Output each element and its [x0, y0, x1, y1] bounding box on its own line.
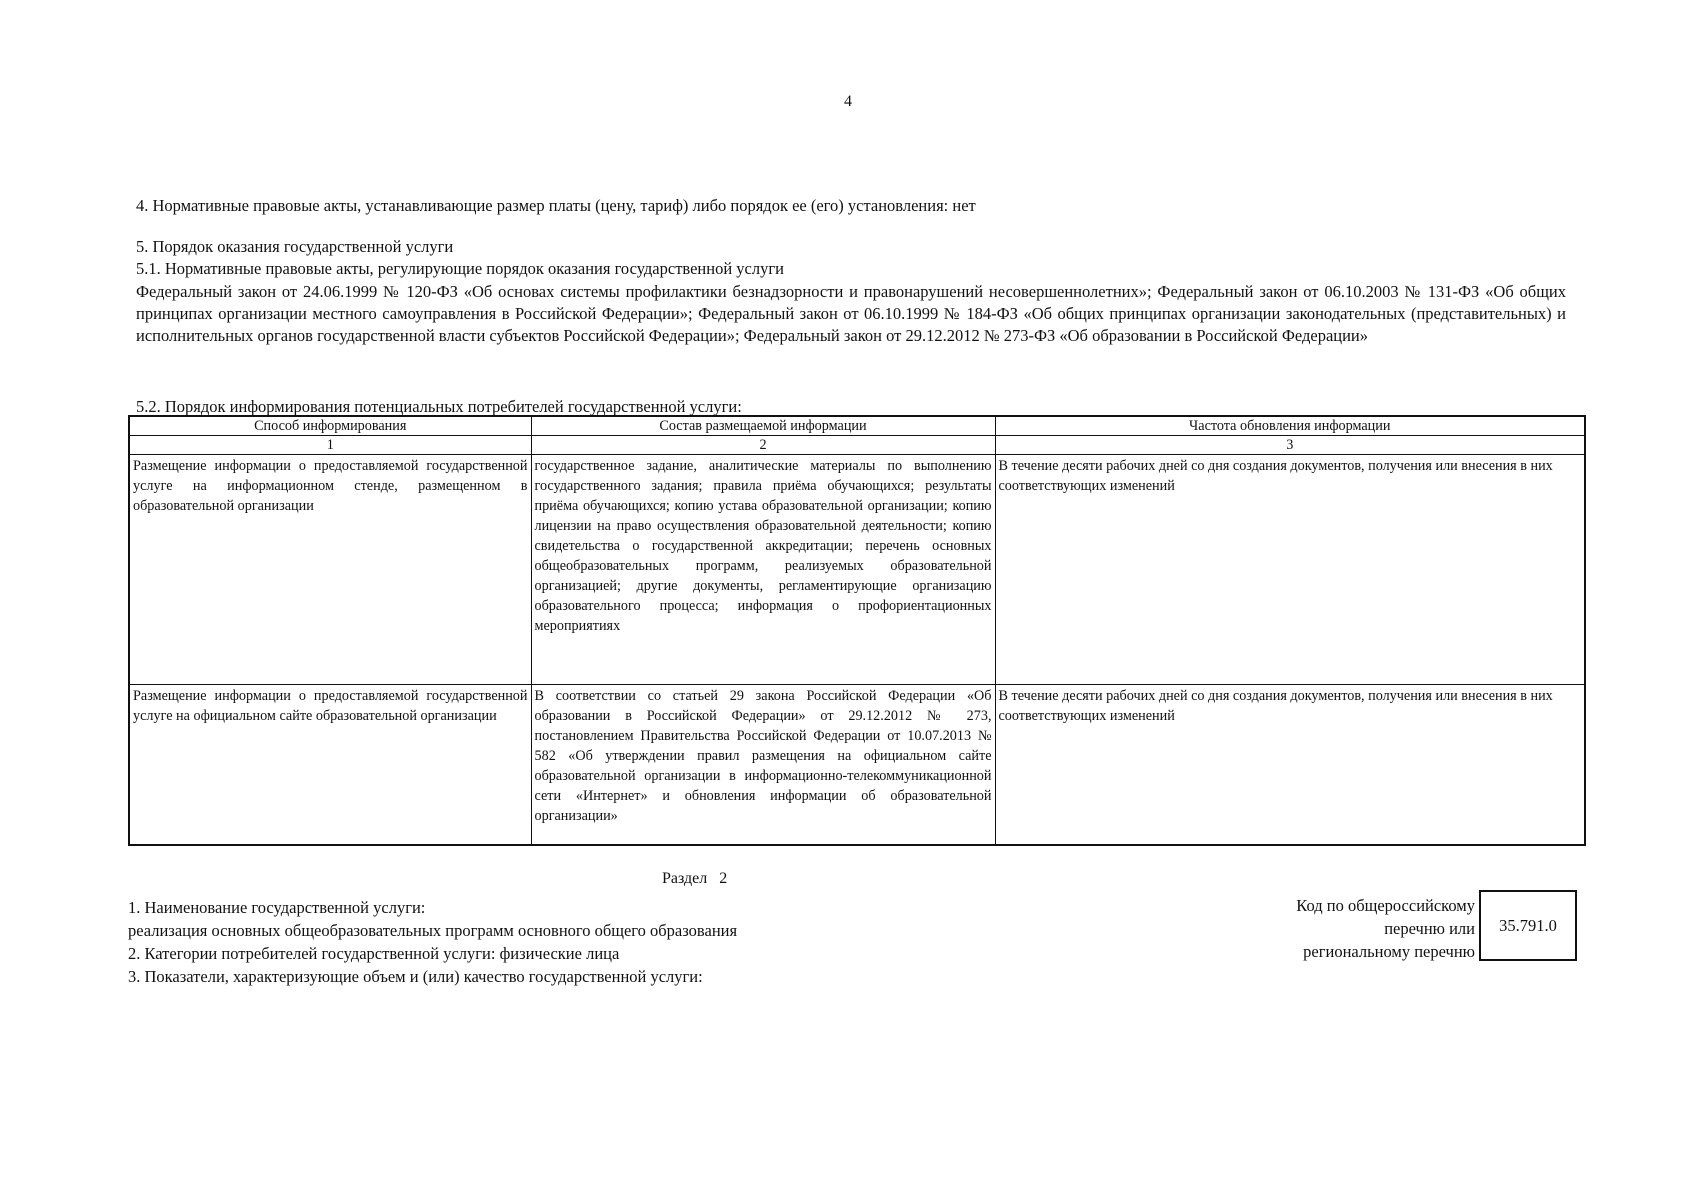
section-5-1-title: 5.1. Нормативные правовые акты, регулирующие порядок оказания государственной услуги — [136, 259, 784, 278]
table-cell-frequency: В течение десяти рабочих дней со дня создания документов, получения или внесения в них соответствующих изменений — [995, 455, 1585, 685]
table-number-row — [129, 436, 1585, 455]
registry-code-label — [1296, 894, 1475, 963]
table-number-cell: 3 — [995, 436, 1585, 455]
info-table — [128, 415, 1586, 846]
section-4-text: 4. Нормативные правовые акты, устанавливающие размер платы (цену, тариф) либо порядок ее (его) установления: нет — [136, 196, 976, 215]
service-name-value: реализация основных общеобразовательных программ основного общего образования — [128, 921, 738, 940]
section-5-title: 5. Порядок оказания государственной услуги — [136, 237, 454, 256]
table-cell-method: Размещение информации о предоставляемой государственной услуге на официальном сайте образовательной организации — [129, 685, 531, 845]
table-cell-content: государственное задание, аналитические материалы по выполнению государственного задания; правила приёма обучающихся; результаты приёма обучающихся; копию устава образовательной организации; копию лицензии на право осуществления образовательной деятельности; копию свидетельства о государственной аккредитации; перечень основных общеобразовательных программ, реализуемых образовательной организацией; другие документы, регламентирующие организацию образовательного процесса; информация о профориентационных мероприятиях — [531, 455, 995, 685]
registry-code-box — [1479, 890, 1577, 961]
consumer-categories: 2. Категории потребителей государственной услуги: физические лица — [128, 944, 620, 963]
indicators-title: 3. Показатели, характеризующие объем и (или) качество государственной услуги: — [128, 967, 703, 986]
code-label-line: Код по общероссийскому — [1296, 896, 1475, 915]
table-number-cell: 1 — [129, 436, 531, 455]
table-cell-frequency: В течение десяти рабочих дней со дня создания документов, получения или внесения в них соответствующих изменений — [995, 685, 1585, 845]
table-cell-content: В соответствии со статьей 29 закона Российской Федерации «Об образовании в Российской Федерации» от 29.12.2012 № 273, постановлением Правительства Российской Федерации от 10.07.2013 № 582 «Об утверждении правил размещения на официальном сайте образовательной организации в информационно-телекоммуникационной сети «Интернет» и обновления информации об образовательной организации» — [531, 685, 995, 845]
table-number-cell: 2 — [531, 436, 995, 455]
registry-code-value: 35.791.0 — [1499, 915, 1557, 935]
info-table-wrapper — [128, 415, 1584, 846]
table-header-cell: Частота обновления информации — [995, 416, 1585, 436]
section-5-2-title: 5.2. Порядок информирования потенциальных потребителей государственной услуги: — [136, 397, 742, 416]
table-row — [129, 455, 1585, 685]
table-row — [129, 685, 1585, 845]
table-header-cell: Состав размещаемой информации — [531, 416, 995, 436]
laws-paragraph: Федеральный закон от 24.06.1999 № 120-ФЗ «Об основах системы профилактики безнадзорности и правонарушений несовершеннолетних»; Федеральный закон от 06.10.2003 № 131-ФЗ «Об общих принципах организации местного самоуправления в Российской Федерации»; Федеральный закон от 06.10.1999 № 184-ФЗ «Об общих принципах организации законодательных (представительных) и исполнительных органов государственной власти субъектов Российской Федерации»; Федеральный закон от 29.12.2012 № 273-ФЗ «Об образовании в Российской Федерации» — [136, 282, 1566, 345]
code-label-line: перечню или — [1384, 919, 1475, 938]
table-cell-method: Размещение информации о предоставляемой государственной услуге на информационном стенде, размещенном в образовательной организации — [129, 455, 531, 685]
page-number: 4 — [844, 93, 852, 110]
table-header-row — [129, 416, 1585, 436]
service-name-label: 1. Наименование государственной услуги: — [128, 898, 426, 917]
code-label-line: региональному перечню — [1303, 942, 1475, 961]
table-header-cell: Способ информирования — [129, 416, 531, 436]
section-2-title: Раздел 2 — [662, 870, 728, 887]
